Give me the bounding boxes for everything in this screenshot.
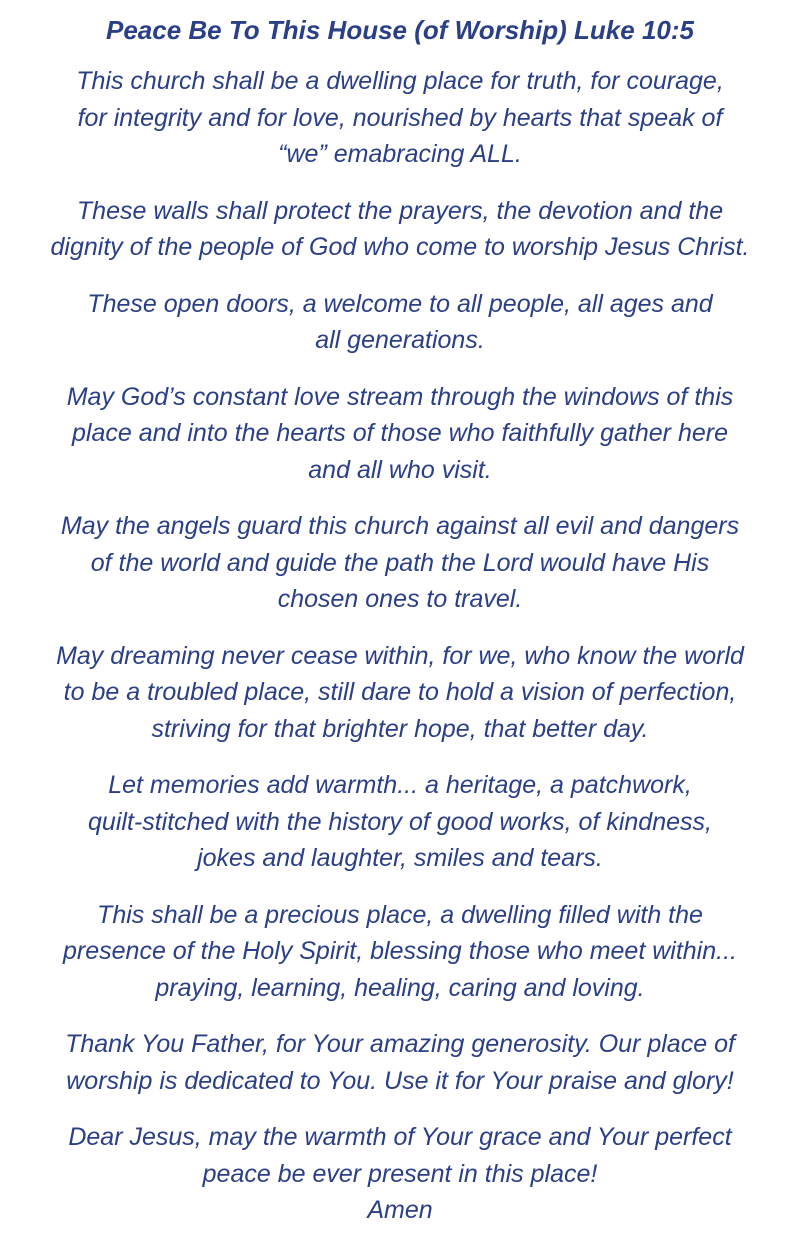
paragraph-line: May dreaming never cease within, for we, who know the world: [56, 641, 744, 670]
paragraph-line: May the angels guard this church against all evil and dangers: [60, 512, 740, 540]
paragraph-line: quilt-stitched with the history of good works, of kindness,: [88, 807, 712, 836]
paragraph-line: peace be ever present in this place!: [202, 1159, 598, 1188]
paragraph-line: This church shall be a dwelling place for truth, for courage,: [76, 67, 724, 95]
document-title: Peace Be To This House (of Worship) Luke 10:5: [105, 15, 694, 45]
paragraph: [0, 638, 800, 748]
paragraph-line: These walls shall protect the prayers, the devotion and the: [76, 196, 724, 225]
paragraph-line: jokes and laughter, smiles and tears.: [197, 844, 603, 872]
paragraph-line: to be a troubled place, still dare to hold a vision of perfection,: [63, 678, 737, 706]
paragraph-line: This shall be a precious place, a dwelling filled with the: [97, 900, 703, 929]
paragraph-line: striving for that brighter hope, that better day.: [151, 714, 649, 743]
paragraph: [0, 897, 800, 1007]
paragraph-line: Thank You Father, for Your amazing generosity. Our place of: [65, 1030, 735, 1058]
paragraph: [0, 1119, 800, 1229]
document-body: [0, 63, 800, 1229]
paragraph-line: Let memories add warmth... a heritage, a patchwork,: [108, 771, 692, 799]
paragraph: [0, 508, 800, 618]
paragraph-line: dignity of the people of God who come to worship Jesus Christ.: [50, 233, 750, 261]
paragraph-line: chosen ones to travel.: [277, 585, 523, 613]
paragraph: [0, 63, 800, 173]
paragraph-line: praying, learning, healing, caring and loving.: [155, 973, 645, 1002]
paragraph: [0, 193, 800, 266]
paragraph-line: worship is dedicated to You. Use it for Your praise and glory!: [66, 1066, 734, 1095]
paragraph-line: of the world and guide the path the Lord would have His: [90, 548, 710, 577]
paragraph-line: place and into the hearts of those who faithfully gather here: [72, 419, 728, 447]
paragraph: [0, 767, 800, 877]
paragraph-line: Dear Jesus, may the warmth of Your grace and Your perfect: [68, 1123, 732, 1151]
paragraph-line: all generations.: [315, 326, 485, 354]
paragraph: [0, 286, 800, 359]
paragraph-line: These open doors, a welcome to all people, all ages and: [87, 289, 713, 318]
paragraph: [0, 1026, 800, 1099]
paragraph-line: presence of the Holy Spirit, blessing those who meet within...: [63, 937, 737, 965]
paragraph-line: for integrity and for love, nourished by hearts that speak of: [77, 103, 723, 132]
closing-amen: Amen: [367, 1196, 433, 1224]
paragraph: [0, 379, 800, 489]
paragraph-line: and all who visit.: [308, 455, 492, 484]
paragraph-line: “we” emabracing ALL.: [278, 140, 522, 168]
paragraph-line: May God’s constant love stream through the windows of this: [66, 382, 734, 411]
